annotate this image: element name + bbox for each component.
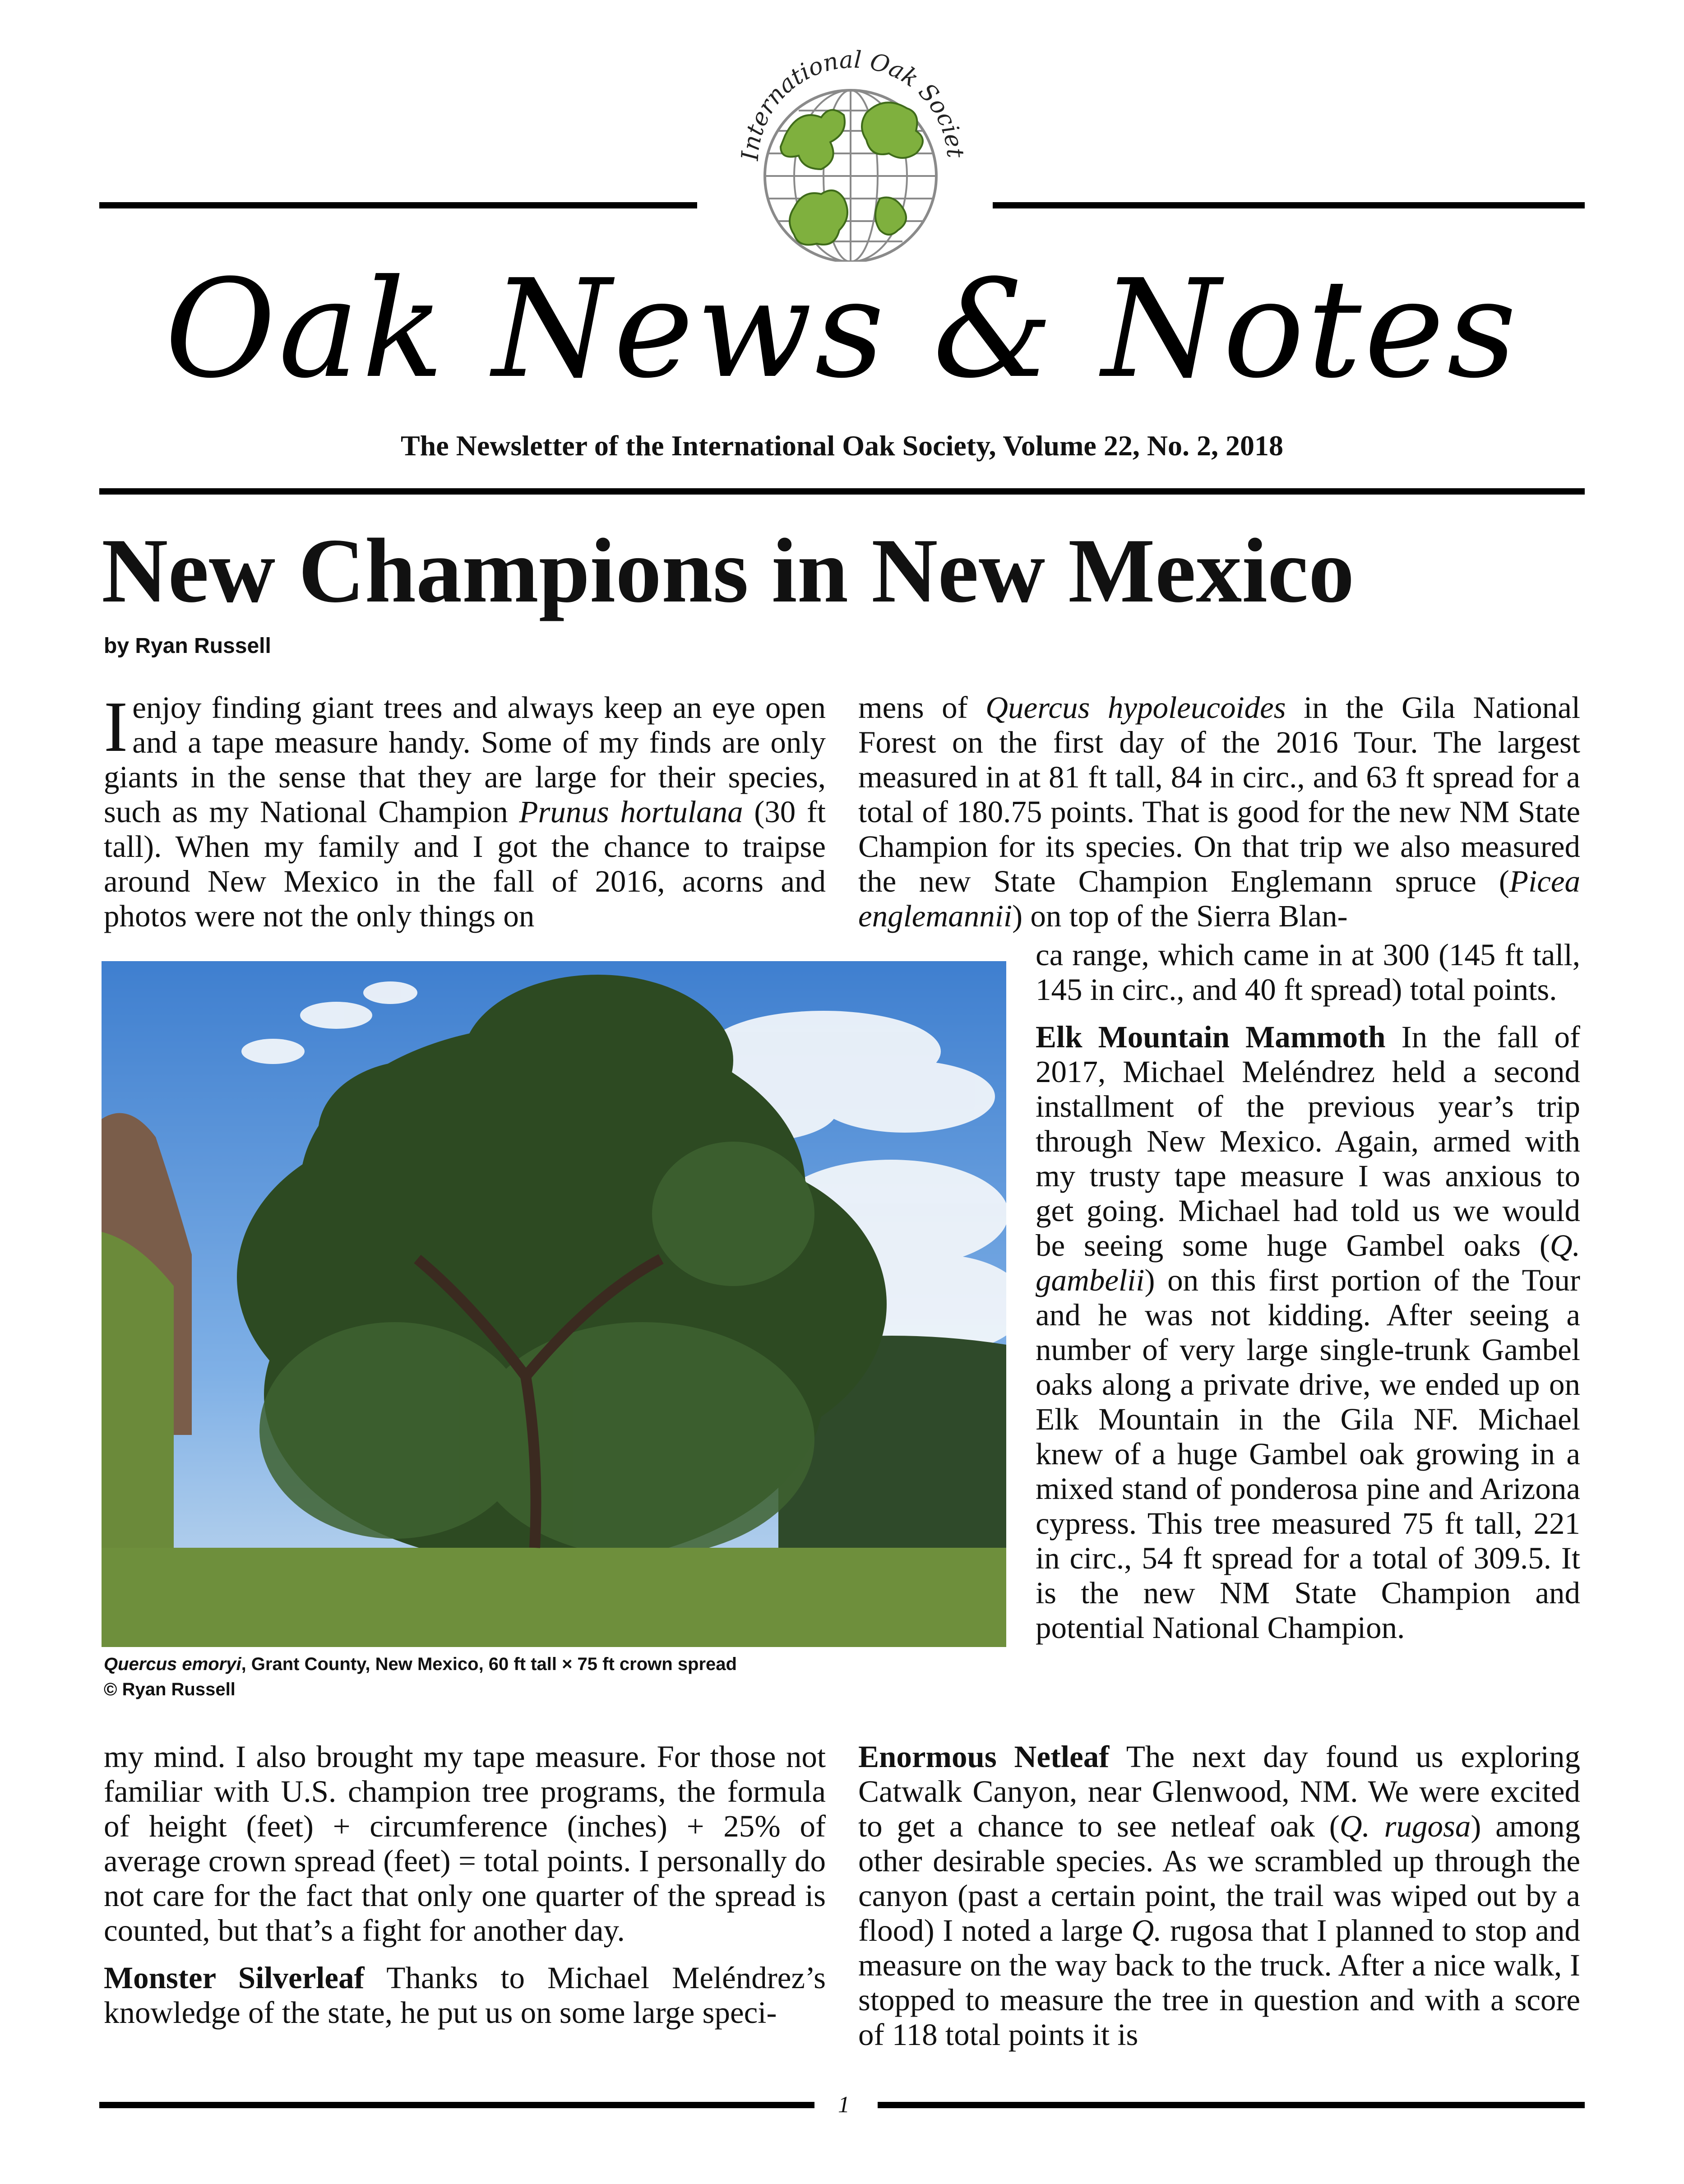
footer-rule-left bbox=[99, 2102, 814, 2108]
caption-species: Quercus emoryi bbox=[104, 1654, 241, 1674]
tree-photo bbox=[102, 961, 1006, 1647]
right-narrow-text bbox=[1036, 938, 1580, 1645]
netleaf-paragraph bbox=[858, 1740, 1580, 2052]
drop-cap: I bbox=[104, 686, 128, 767]
globe-icon bbox=[765, 90, 936, 262]
elk-text-1: In the fall of 2017, Michael Meléndrez held a second installment of the previous year’s trip through New Mexico. Again, armed with my trusty tape measure I was anxious to get going. Michael had told us we would be seeing some huge Gambel oaks ( bbox=[1036, 1020, 1580, 1263]
right-top-species-2: Picea englemannii bbox=[858, 864, 1580, 933]
intro-species-1: Prunus hortulana bbox=[519, 795, 743, 829]
header-rule-right bbox=[993, 202, 1585, 208]
society-logo bbox=[704, 18, 993, 262]
monster-lead: Monster Silverleaf bbox=[104, 1961, 365, 1995]
netleaf-species-2: Q. bbox=[1131, 1913, 1162, 1948]
elk-paragraph bbox=[1036, 1020, 1580, 1645]
right-top-species-1: Quercus hypoleucoides bbox=[985, 690, 1286, 725]
netleaf-species-1: Q. rugosa bbox=[1339, 1809, 1471, 1843]
spruce-continuation: ca range, which came in at 300 (145 ft tall, 145 in circ., and 40 ft spread) total points. bbox=[1036, 938, 1580, 1007]
right-top-paragraph bbox=[858, 690, 1580, 934]
caption-credit: © Ryan Russell bbox=[104, 1680, 236, 1699]
article-headline: New Champions in New Mexico bbox=[102, 520, 1355, 622]
subtitle-rule bbox=[99, 488, 1585, 495]
elk-species-1: Q. gambelii bbox=[1036, 1228, 1580, 1297]
photo-caption bbox=[104, 1652, 826, 1702]
monster-paragraph bbox=[104, 1961, 826, 2030]
right-top-text-1: mens of bbox=[858, 690, 986, 725]
header-rule-left bbox=[99, 202, 697, 208]
netleaf-lead: Enormous Netleaf bbox=[858, 1740, 1110, 1774]
netleaf-text-2: ) among other desirable species. As we scrambled up through the canyon (past a certain point, the trail was wiped out by a flood) I noted a large bbox=[858, 1809, 1580, 1948]
intro-text-2: (30 ft tall). When my family and I got the chance to traipse around New Mexico in the fall of 2016, acorns and photos were not the only things on bbox=[104, 795, 826, 933]
intro-text-1: enjoy finding giant trees and always keep an eye open and a tape measure handy. Some of my finds are only giants in the sense that they are large for their species, such as my National Champion bbox=[104, 690, 826, 829]
right-top-text-3: ) on top of the Sierra Blan- bbox=[1012, 899, 1348, 933]
caption-details: , Grant County, New Mexico, 60 ft tall × 75 ft crown spread bbox=[241, 1654, 737, 1674]
elk-text-2: ) on this first portion of the Tour and he was not kidding. After seeing a number of very large single-trunk Gambel oaks along a private drive, we ended up on Elk Mountain in the Gila NF. Michael knew of a huge Gambel oak growing in a mixed stand of ponderosa pine and Arizona cypress. This tree measured 75 ft tall, 221 in circ., 54 ft spread for a total of 309.5. It is the new NM State Champion and potential National Champion. bbox=[1036, 1263, 1580, 1645]
continuation-paragraph: my mind. I also brought my tape measure. For those not familiar with U.S. champion tree programs, the formula of height (feet) + circumference (inches) + 25% of average crown spread (feet) = total points. I personally do not care for the fact that only one quarter of the spread is counted, but that’s a fight for another day. bbox=[104, 1740, 826, 1948]
logo-text: International Oak Societ bbox=[736, 46, 969, 162]
elk-lead: Elk Mountain Mammoth bbox=[1036, 1020, 1386, 1054]
page-number: 1 bbox=[838, 2092, 850, 2118]
footer-rule-right bbox=[878, 2102, 1585, 2108]
netleaf-text-3: rugosa that I planned to stop and measure on the way back to the truck. After a nice walk, I stopped to measure the tree in question and with a score of 118 total points it is bbox=[858, 1913, 1580, 2052]
newsletter-subtitle: The Newsletter of the International Oak Society, Volume 22, No. 2, 2018 bbox=[400, 430, 1284, 462]
right-top-text-2: in the Gila National Forest on the first day of the 2016 Tour. The largest measured in at 81 ft tall, 84 in circ., and 63 ft spread for a total of 180.75 points. That is good for the new NM State Champion for its species. On that trip we also measured the new State Champion Englemann spruce ( bbox=[858, 690, 1580, 898]
left-bottom-text bbox=[104, 1740, 826, 2030]
netleaf-text-1: The next day found us exploring Catwalk Canyon, near Glenwood, NM. We were excited to get a chance to see netleaf oak ( bbox=[858, 1740, 1580, 1843]
intro-paragraph bbox=[104, 686, 826, 934]
article-byline: by Ryan Russell bbox=[104, 634, 271, 658]
monster-text: Thanks to Michael Meléndrez’s knowledge of the state, he put us on some large speci- bbox=[104, 1961, 826, 2030]
newsletter-title: Oak News & Notes bbox=[165, 250, 1519, 408]
